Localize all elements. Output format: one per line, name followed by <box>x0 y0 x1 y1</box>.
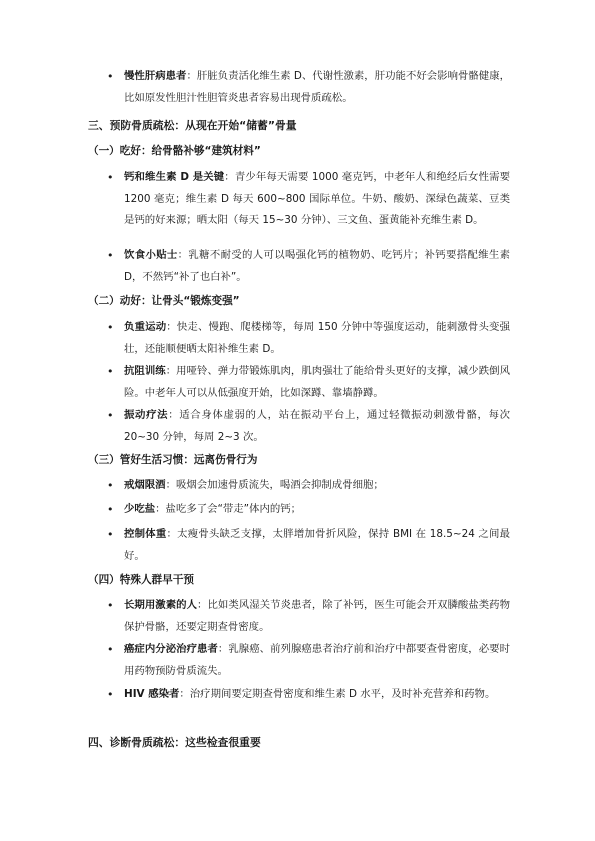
item-label: 钙和维生素 D 是关键 <box>124 171 225 183</box>
section-heading: 四、诊断骨质疏松：这些检查很重要 <box>88 736 261 749</box>
bullet-icon: • <box>107 503 114 516</box>
bullet-icon: • <box>107 70 114 83</box>
item-text: ：治疗期间要定期查骨密度和维生素 D 水平，及时补充营养和药物。 <box>179 688 496 700</box>
list-item <box>107 499 510 521</box>
list-item <box>107 475 510 497</box>
item-text: ：盐吃多了会“带走”体内的钙； <box>155 503 302 515</box>
item-label: HIV 感染者 <box>124 688 180 700</box>
item-text: ：太瘦骨头缺乏支撑，太胖增加骨折风险，保持 BMI 在 18.5~24 之间最好。 <box>124 528 510 562</box>
item-label: 负重运动 <box>124 321 167 333</box>
bullet-icon: • <box>107 365 114 378</box>
list-item <box>107 167 510 232</box>
item-text: ：青少年每天需要 1000 毫克钙，中老年人和绝经后女性需要 1200 毫克；维生素 D 每天 600~800 国际单位。牛奶、酸奶、深绿色蔬菜、豆类是钙的好来源；晒太阳（每天 15~30 分钟）、三文鱼、蛋黄能补充维生素 D。 <box>124 171 510 226</box>
bullet-icon: • <box>107 321 114 334</box>
item-label: 慢性肝病患者 <box>124 70 187 82</box>
bullet-icon: • <box>107 599 114 612</box>
bullet-icon: • <box>107 249 114 262</box>
item-text: ：比如类风湿关节炎患者，除了补钙，医生可能会开双膦酸盐类药物保护骨骼，还要定期查骨密度。 <box>124 599 511 633</box>
item-text: ：快走、慢跑、爬楼梯等，每周 150 分钟中等强度运动，能刺激骨头变强壮，还能顺便晒太阳补维生素 D。 <box>124 321 510 355</box>
item-text: ：乳糖不耐受的人可以喝强化钙的植物奶、吃钙片；补钙要搭配维生素 D，不然钙“补了也白补”。 <box>124 249 511 283</box>
list-item <box>107 595 511 638</box>
item-text: ：乳腺癌、前列腺癌患者治疗前和治疗中都要查骨密度，必要时用药物预防骨质流失。 <box>124 643 511 677</box>
item-label: 戒烟限酒 <box>124 479 166 491</box>
list-item <box>107 245 511 288</box>
subsection-heading: （三）管好生活习惯：远离伤骨行为 <box>88 454 258 466</box>
item-label: 少吃盐 <box>124 503 156 515</box>
list-item <box>107 317 510 360</box>
list-item <box>107 684 510 706</box>
item-label: 振动疗法 <box>124 409 169 421</box>
bullet-icon: • <box>107 479 114 492</box>
list-item <box>107 405 511 448</box>
subsection-heading: （二）动好：让骨头“锻炼变强” <box>88 295 240 307</box>
section-heading: 三、预防骨质疏松：从现在开始“储蓄”骨量 <box>88 119 297 132</box>
item-text: ：吸烟会加速骨质流失，喝酒会抑制成骨细胞； <box>165 479 384 491</box>
list-item <box>107 66 510 109</box>
bullet-icon: • <box>107 171 114 184</box>
list-item <box>107 361 510 404</box>
item-label: 控制体重 <box>124 528 167 540</box>
item-text: ：适合身体虚弱的人，站在振动平台上，通过轻微振动刺激骨骼，每次 20~30 分钟，每周 2~3 次。 <box>124 409 511 443</box>
item-label: 抗阻训练 <box>124 365 166 377</box>
list-item <box>107 524 510 567</box>
list-item <box>107 639 511 682</box>
bullet-icon: • <box>107 643 114 656</box>
bullet-icon: • <box>107 688 114 701</box>
item-text: ：用哑铃、弹力带锻炼肌肉，肌肉强壮了能给骨头更好的支撑，减少跌倒风险。中老年人可以从低强度开始，比如深蹲、靠墙静蹲。 <box>124 365 510 399</box>
bullet-icon: • <box>107 528 114 541</box>
item-label: 饮食小贴士 <box>124 249 178 261</box>
item-label: 长期用激素的人 <box>124 599 198 611</box>
subsection-heading: （四）特殊人群早干预 <box>88 574 194 586</box>
item-text: ：肝脏负责活化维生素 D、代谢性激素，肝功能不好会影响骨骼健康，比如原发性胆汁性胆管炎患者容易出现骨质疏松。 <box>124 70 510 104</box>
item-label: 癌症内分泌治疗患者 <box>124 643 218 655</box>
bullet-icon: • <box>107 409 114 422</box>
subsection-heading: （一）吃好：给骨骼补够“建筑材料” <box>88 145 261 157</box>
